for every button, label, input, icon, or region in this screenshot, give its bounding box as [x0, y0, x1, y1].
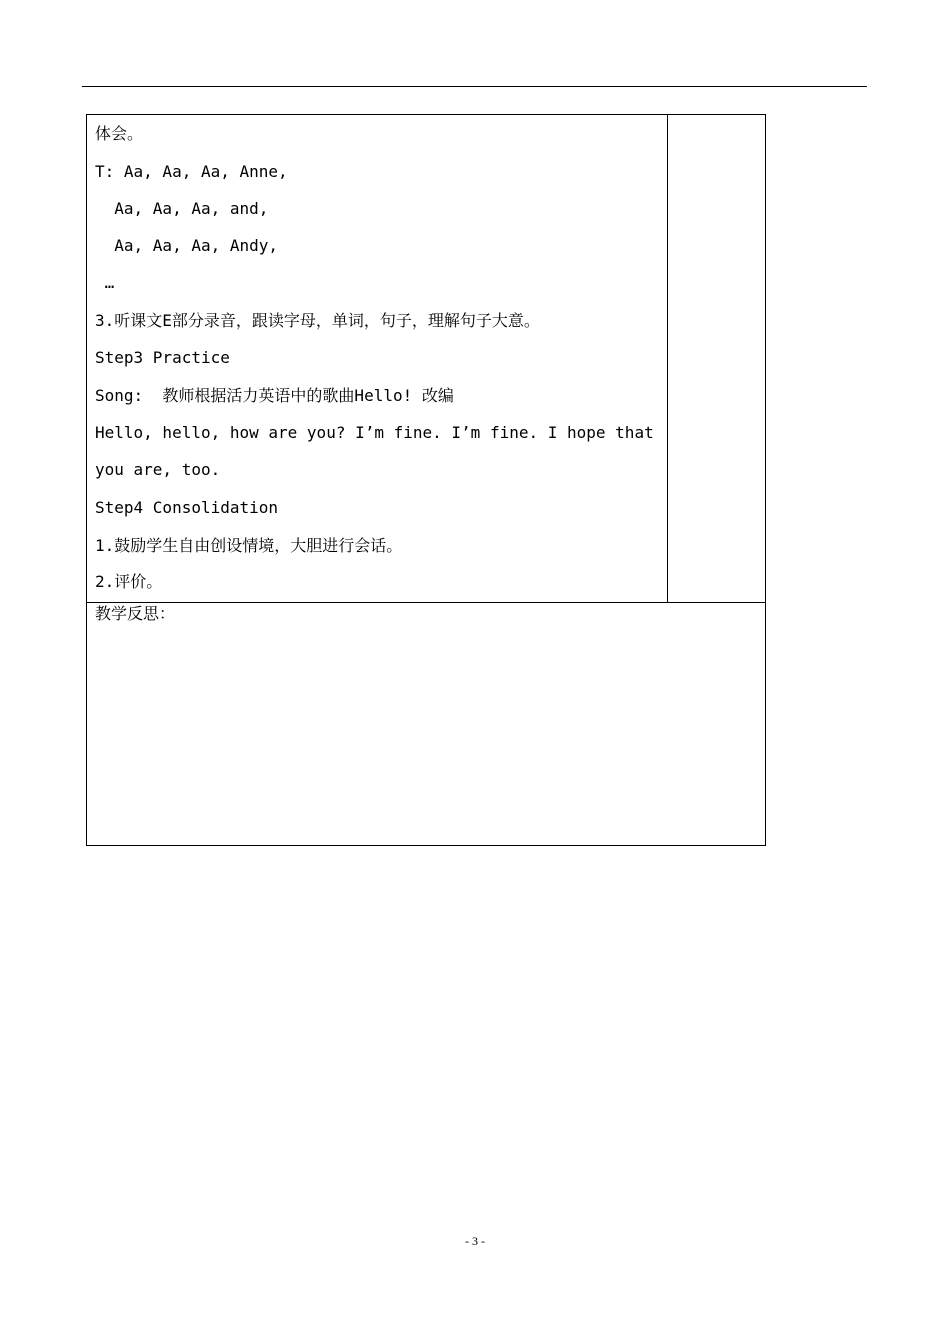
text-line: 3.听课文E部分录音，跟读字母，单词，句子，理解句子大意。	[95, 311, 540, 330]
step-heading: Step3 Practice	[95, 348, 230, 367]
step-heading: Step4 Consolidation	[95, 498, 279, 517]
text-line: …	[95, 273, 115, 292]
row-divider	[87, 602, 765, 603]
column-divider	[667, 115, 668, 602]
text-line: Song: 教师根据活力英语中的歌曲Hello! 改编	[95, 386, 454, 405]
text-line: Hello, hello, how are you? I’m fine. I’m fine. I hope that	[95, 423, 654, 442]
text-line: Aa, Aa, Aa, and,	[95, 199, 269, 218]
reflection-label: 教学反思：	[95, 604, 176, 623]
lesson-table	[86, 114, 766, 846]
text-line: you are, too.	[95, 460, 221, 479]
page-number: - 3 -	[465, 1234, 485, 1248]
header-rule	[82, 86, 867, 87]
text-line: 2.评价。	[95, 572, 163, 591]
text-line: 1.鼓励学生自由创设情境，大胆进行会话。	[95, 536, 403, 555]
text-line: 体会。	[95, 124, 144, 143]
text-line: Aa, Aa, Aa, Andy,	[95, 236, 279, 255]
text-line: T: Aa, Aa, Aa, Anne,	[95, 162, 288, 181]
